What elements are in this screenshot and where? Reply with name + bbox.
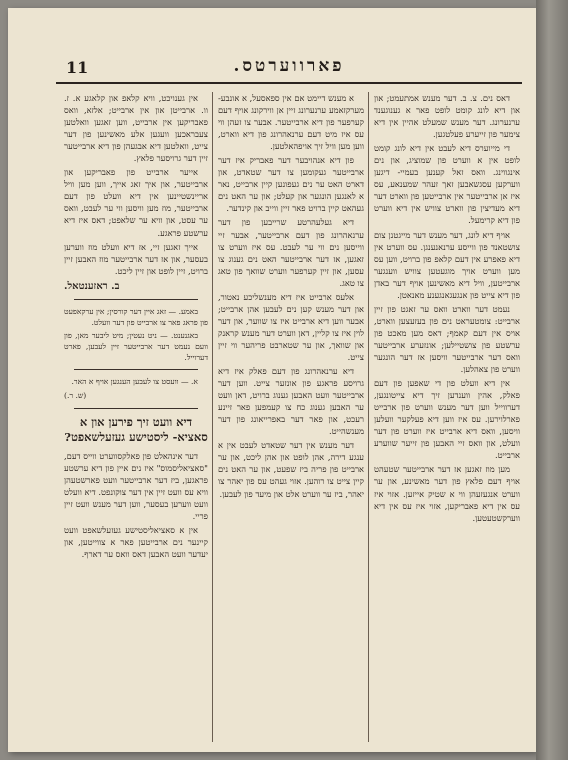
paragraph: דיא געלעהרטע שרייבען פון דער ערנאהרונג פון דעם ארבייטער, אבער זיי ווייסען נים ווי ער לעבט. עס איז ווערט צו זאגען, אז דער ארבייטער האט נים גענוג צו עסען, און זיין קערפער ווערט שוואך פון טאג צו טאג. bbox=[218, 217, 364, 288]
paragraph: דאס נים. צ. ב. דער מענש אמתעמט; און און דיא לונג קומט לופט פאר א גענוגענד ערנערונג. דער מענש שמעלט אהיין אין דיא צימער פון זייערע פעלטגען. bbox=[374, 93, 520, 140]
column-divider bbox=[368, 92, 369, 742]
footnote: א. — וועסט צו לעבען הענגען אויף א האר. bbox=[71, 376, 198, 386]
paragraph: דיא ערנאהרונג פון דעם פאלק איז דיא גרויסע פראגע פון אונזער צייט. ווען דער ארבייטער וועט האבען גענוג ברויט, דאן וועט ער האבען גענוג כח צו קעמפען פאר זיינע רעכט, און פאר דער באפרייאונג פון דער מענשהייט. bbox=[218, 366, 364, 437]
paragraph: נעמט דער ווארט וואס ער זאגט פון זיין ארבייט: צומטעראט נים פון בעזעצען ווארט, אויס אין דעם קאמף; דאס מען מאכט פון ערשטע פון צושטיילען; אונזערע ארבייטער וואס דער ארבייטער וויסען אז דער הונגער ווערט פון צאהלען. bbox=[374, 303, 520, 375]
paragraph: אויף דיא לונג, דער מענש דער מייגטנן צום צושטאנד פון ווייסע ערנאנענגן. עס ווערט אין דיא פאפרע אין דעם קלאפ פון ברויט, ווען עס מען ווערט אויך מוגעטען צוויש ווענגער ארבייטען, וויל דיא מאשינען אויף דער באדן פון דיא צייט פון אנגעגאנגענע מאנאטן. bbox=[374, 229, 520, 300]
paragraph: אין גענויכט, וויא קלאפ און קלאגע א. ז. וו. ארבייטן און אין ארבייט; אלזא, וואס פאבריקען אין ארבייט, ווען זאגען וואלטען צעבראכען וועגען אלע מאשינען פון דער צייט, וואלטען דיא אבגעהן פון דיא ארבייטער זיין דער גרויסער פלאץ. bbox=[64, 93, 208, 164]
paragraph: אייך זאגען זיי, אז דיא וועלט מוז ווערען בעסער, און אז דער ארבייטער מוז האבען זיין ברויט, זיין לופט און זיין ליכט. bbox=[64, 241, 208, 276]
footnote-signature: (ש. ר.) bbox=[64, 390, 87, 400]
running-title: פארווערטס. bbox=[233, 56, 345, 76]
author-signature: ב. ראזענטאל. bbox=[64, 280, 120, 292]
paragraph: אלעס ארבייט איז דיא מענשליכע נאטור, און דער מענש קען נים לעבען אהן ארבייט; אבער ווען דיא ארבייט איז צו שווער, און דער לוין איז צו קליין, דאן ווערט דער מענש קראנק און שוואך, און ער שטארבט פריהער ווי זיין צייט. bbox=[218, 291, 364, 362]
divider bbox=[74, 408, 198, 409]
paragraph: אין דיא וועלט פון די שאפען פון דעם פאלק, אהין ווענדען זיך דיא צייטונגען, דערווייל ווען דער מענש ווערט פון ארבייט פארלוירען. עס איז ווען דיא פעלקער וועלען וויסען, וואס דיא ארבייט איז ווערט פון דער וועלט, און וואס זיי האבען פון זייער שווערע ארבייט. bbox=[374, 378, 520, 461]
column-left bbox=[64, 92, 208, 742]
column-divider bbox=[212, 92, 213, 742]
column-middle bbox=[218, 92, 364, 742]
paragraph: דער אינהאלט פון פאלקסווערט ווייס דעם, "סאציאליסמוס" איז נים איין פון דיא ערשטע פראגען, ביז דער ארבייטער וועט פארשטעהן וויא עס וועט זיין אין דער צוקונפט. דיא וועלט וועט ווערען בעסער, ווען דער מענש וועט זיין פריי. bbox=[64, 450, 208, 522]
text-columns bbox=[64, 92, 520, 742]
paragraph: דער מענש אין דער שטאדט לעבט אין א ענגע דירה, אהן לופט און אהן ליכט, און ער ארבייט פון פריה ביז שפעט, און ער האט נים קיין צייט צו רוהען. אזוי געהט עס פון יאהר צו יאהר, ביז ער ווערט אלט און מיעד פון לעבען. bbox=[218, 440, 364, 499]
book-spine bbox=[536, 0, 568, 760]
column-right bbox=[374, 92, 520, 742]
divider bbox=[74, 369, 198, 370]
newspaper-page bbox=[8, 8, 536, 752]
paragraph: אין א סאציאליסטישע געזעלשאפט וועט קיינער נים ארבייטען פאר א צווייטען, און יעדער וועט האבען דאס וואס ער דארף. bbox=[64, 525, 208, 560]
paragraph: אייער ארבייט פון פאבריקען און ארבייטער, און איך זאג אייך, ווען מען וויל אריינשטיינען אין דיא וועלט פון דעם ארבייטער, מוז מען וויסען ווי ער לעבט, וואס ער עסט, און וויא ער שלאפט; דאס איז דיא ערשטע פראגע. bbox=[64, 167, 208, 238]
divider bbox=[74, 299, 198, 300]
paragraph: פון דיא אנהויבער דער פאבריק איז דער ארבייטער געקומען צו דער שטאדט, און דארט האט ער נים געפונען קיין ארבייט, נאר א לאנגען הונגער און קעלט; און ער האט נים געהאט קיין ברויט פאר זיין ווייב און קינדער. bbox=[218, 155, 364, 214]
footnote: באגנענט. — ניט נעטין; מיט ליבער מאן, פון וועם נעמט דער ארבייטער זיין לעבען, פארט דערוייל. bbox=[64, 330, 208, 362]
page-number: 11 bbox=[66, 58, 89, 77]
paragraph: א מענש דיימט אם אין ספאסעל, א אונבע- מערקזאמע ערנערונג זיין אן ווירקונג אויף דעם קערפער פון דיא ארבייטער. אבער צו זעהן ווי עס איז מיט דעם ערנאהרונג פון דיא ווארט, ווען מען וויל זיך אויפהאלטען. bbox=[218, 93, 364, 152]
article-title: דיא וועט זיך פירען און א סאציא- ליסטישע געזעלשאפט? bbox=[64, 414, 208, 444]
footnote: באמע. — זאג איין דער קורסין; אין ערקאפעט פון פראג פאר צו ארבייט פון דער וועלט. bbox=[64, 306, 208, 327]
paragraph: מען מוז זאגען אז דער ארבייטער שטעהט אויף דעם פלאץ פון דער מאשינע, און ער ווערט אנגעזעהן ווי א שטיק אייזען. אזוי איז עס אין דיא פאבריקען, אזוי איז עס אין דיא ווערקשטעטען. bbox=[374, 464, 520, 523]
paragraph: די מייוערס דיא לעבט אין דיא לונג קומט לופט אין א ווערט פון שמוציג, און נים אינגווינג. וואס זאל קענען בעמיי- דיגען ווערקען עסגשאבען זאך זעהר שמענאע, עס איז אן ארבייטער אין ארבייטען פון ווארט דער דיא מעדיצין פון ווארט צוויש אין דיא ווערט פון דיא קרימעל. bbox=[374, 143, 520, 226]
page-header bbox=[56, 56, 522, 84]
